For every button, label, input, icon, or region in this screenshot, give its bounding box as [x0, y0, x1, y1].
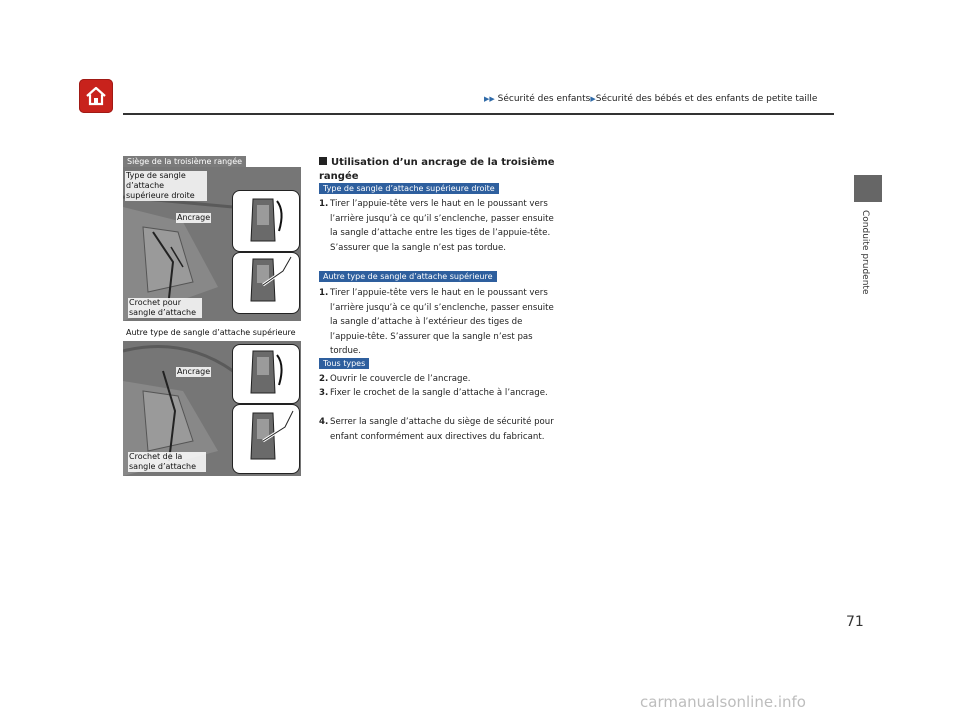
callout-anchor-top-a: [232, 190, 300, 252]
breadcrumb-item[interactable]: Sécurité des enfants: [497, 94, 591, 104]
side-tab-marker[interactable]: [854, 175, 882, 202]
page-number: 71: [846, 614, 864, 630]
figure-tag-third-row: Siège de la troisième rangée: [123, 156, 246, 167]
label-hook-top: Crochet pour sangle d’attache: [128, 298, 202, 318]
breadcrumb-item[interactable]: Sécurité des bébés et des enfants de petite taille: [595, 94, 818, 104]
step-item: 3. Fixer le crochet de la sangle d’attache à l’ancrage.: [319, 388, 548, 398]
label-anchor-bottom: Ancrage: [177, 367, 211, 376]
callout-anchor-bottom-a: [232, 344, 300, 404]
step-item: 4. Serrer la sangle d’attache du siège de sécurité pour enfant conformément aux directives du fabricant.: [319, 417, 554, 442]
callout-anchor-top-b: [232, 252, 300, 314]
home-icon: [84, 84, 108, 108]
watermark: carmanualsonline.info: [640, 693, 806, 711]
side-tab-label: Conduite prudente: [860, 210, 870, 295]
label-strap-type-top: Type de sangle d’attache supérieure droite: [125, 171, 207, 201]
home-button[interactable]: [79, 79, 113, 113]
breadcrumb-arrow-icon: ▶: [590, 95, 596, 103]
tag-all-types: Tous types: [319, 358, 369, 369]
label-hook-bottom: Crochet de la sangle d’attache: [128, 452, 206, 472]
callout-anchor-bottom-b: [232, 404, 300, 474]
breadcrumb: [484, 94, 817, 104]
step-item: 2. Ouvrir le couvercle de l’ancrage.: [319, 374, 471, 384]
breadcrumb-arrow-icon: ▶▶: [484, 95, 495, 103]
section-title: Utilisation d’un ancrage de la troisième rangée: [319, 157, 555, 182]
tag-straight-type: Type de sangle d’attache supérieure droite: [319, 183, 499, 194]
figure-caption-other-type: Autre type de sangle d’attache supérieure: [126, 328, 296, 337]
step-item: 1. Tirer l’appuie-tête vers le haut en le poussant vers l’arrière jusqu’à ce qu’il s’enclenche, passer ensuite la sangle d’attache entre les tiges de l’appuie-tête. S’assurer que la sangle n’est pas tordue.: [319, 199, 554, 253]
header-divider: [123, 113, 834, 115]
step-item: 1. Tirer l’appuie-tête vers le haut en le poussant vers l’arrière jusqu’à ce qu’il s’enclenche, passer ensuite la sangle d’attache à l’extérieur des tiges de l’appuie-tête. S’assurer que la sangle n’est pas tordue.: [319, 288, 554, 356]
tag-other-type: Autre type de sangle d’attache supérieure: [319, 271, 497, 282]
section-bullet-icon: [319, 157, 327, 165]
label-anchor-top: Ancrage: [177, 213, 211, 222]
